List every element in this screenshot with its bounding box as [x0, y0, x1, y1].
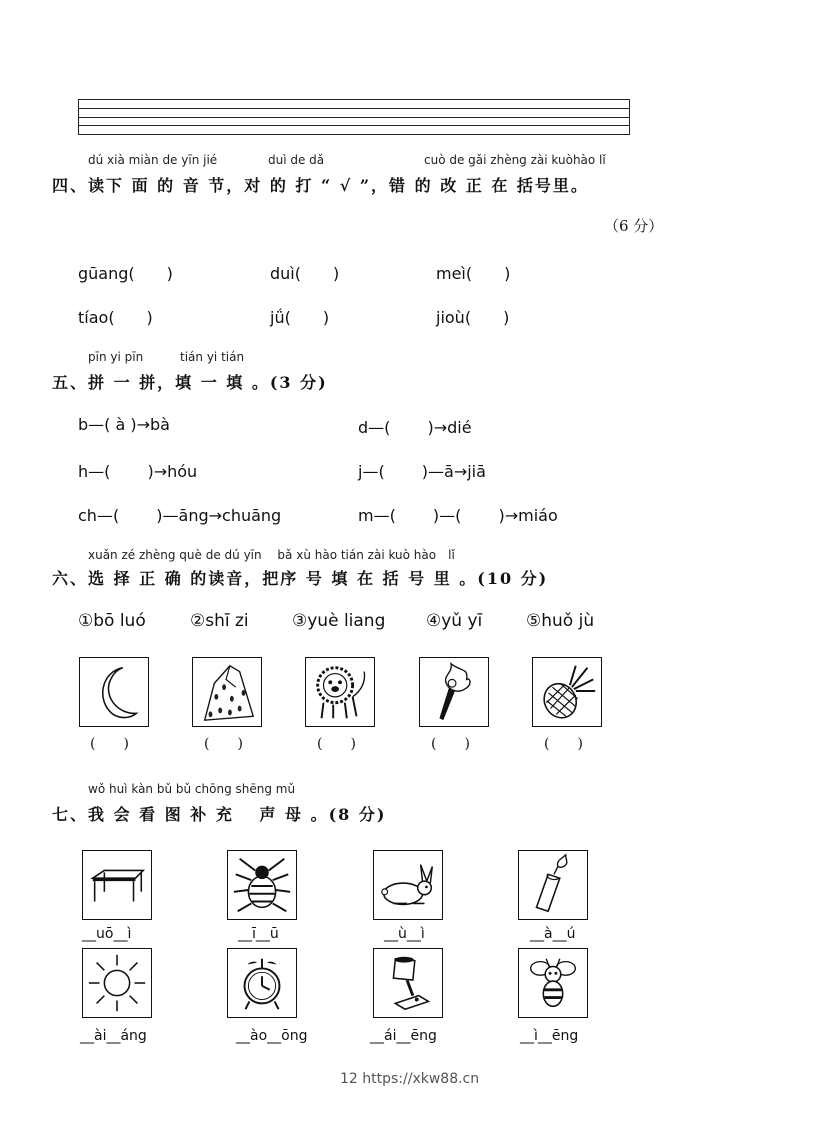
initial-blank[interactable]: __à__ú — [530, 926, 576, 942]
s7-pinyin: wǒ huì kàn bǔ bǔ chōng shēng mǔ — [88, 782, 296, 796]
initial-blank[interactable]: __ào__ōng — [236, 1028, 308, 1044]
bee-icon — [518, 948, 588, 1018]
s5-item: ch—( )—āng→chuāng — [78, 506, 282, 525]
rabbit-icon — [373, 850, 443, 920]
s4-item: meì( ) — [436, 264, 511, 283]
s4-pinyin-c: cuò de gǎi zhèng zài kuòhào lǐ — [424, 153, 606, 167]
s6-option: ⑤huǒ jù — [526, 611, 595, 631]
s4-score: （6 分） — [604, 217, 664, 235]
answer-paren[interactable]: ( ) — [544, 736, 583, 752]
writing-lines — [78, 99, 630, 135]
page-footer: 12 https://xkw88.cn — [340, 1071, 480, 1087]
s6-title: 六、选 择 正 确 的读音，把序 号 填 在 括 号 里 。(10 分) — [52, 569, 549, 588]
s6-pinyin: xuǎn zé zhèng què de dú yīn bǎ xù hào tián zài kuò hào lǐ — [88, 548, 455, 562]
s5-item: h—( )→hóu — [78, 462, 198, 481]
s5-pinyin-a: pīn yi pīn — [88, 350, 144, 364]
answer-paren[interactable]: ( ) — [431, 736, 470, 752]
s4-item: jǘ( ) — [270, 308, 330, 327]
initial-blank[interactable]: __ài__áng — [80, 1028, 147, 1044]
s4-item: duì( ) — [270, 264, 340, 283]
s5-item: b—( à )→bà — [78, 415, 170, 434]
torch-icon — [419, 657, 489, 727]
sun-icon — [82, 948, 152, 1018]
initial-blank[interactable]: __ù__ì — [384, 926, 425, 942]
initial-blank[interactable]: __uō__ì — [82, 926, 132, 942]
s5-item: j—( )—ā→jiā — [358, 462, 486, 481]
initial-blank[interactable]: __ī__ū — [238, 926, 279, 942]
initial-blank[interactable]: __ái__ēng — [370, 1028, 437, 1044]
raincoat-icon — [192, 657, 262, 727]
s4-item: jioù( ) — [436, 308, 510, 327]
alarm-clock-icon — [227, 948, 297, 1018]
spider-icon — [227, 850, 297, 920]
s6-option: ③yuè liang — [292, 611, 386, 631]
s4-pinyin-a: dú xià miàn de yīn jié — [88, 153, 218, 167]
s4-item: tíao( ) — [78, 308, 153, 327]
s5-item: m—( )—( )→miáo — [358, 506, 558, 525]
pineapple-icon — [532, 657, 602, 727]
s4-pinyin-b: duì de dǎ — [268, 153, 325, 167]
s4-item: gūang( ) — [78, 264, 173, 283]
s6-option: ①bō luó — [78, 611, 146, 631]
answer-paren[interactable]: ( ) — [90, 736, 129, 752]
s5-pinyin-b: tián yi tián — [180, 350, 245, 364]
s5-item: d—( )→dié — [358, 418, 472, 437]
initial-blank[interactable]: __ì__ēng — [520, 1028, 579, 1044]
answer-paren[interactable]: ( ) — [204, 736, 243, 752]
lion-icon — [305, 657, 375, 727]
desk-lamp-icon — [373, 948, 443, 1018]
s4-title: 四、读下 面 的 音 节，对 的 打 “ √ ”，错 的 改 正 在 括号里。 — [52, 176, 589, 195]
s7-title: 七、我 会 看 图 补 充 声 母 。(8 分) — [52, 805, 387, 824]
answer-paren[interactable]: ( ) — [317, 736, 356, 752]
table-icon — [82, 850, 152, 920]
moon-icon — [79, 657, 149, 727]
s6-option: ②shī zi — [190, 611, 249, 631]
candle-icon — [518, 850, 588, 920]
s5-title: 五、拼 一 拼，填 一 填 。(3 分) — [52, 373, 328, 392]
s6-option: ④yǔ yī — [426, 611, 483, 631]
